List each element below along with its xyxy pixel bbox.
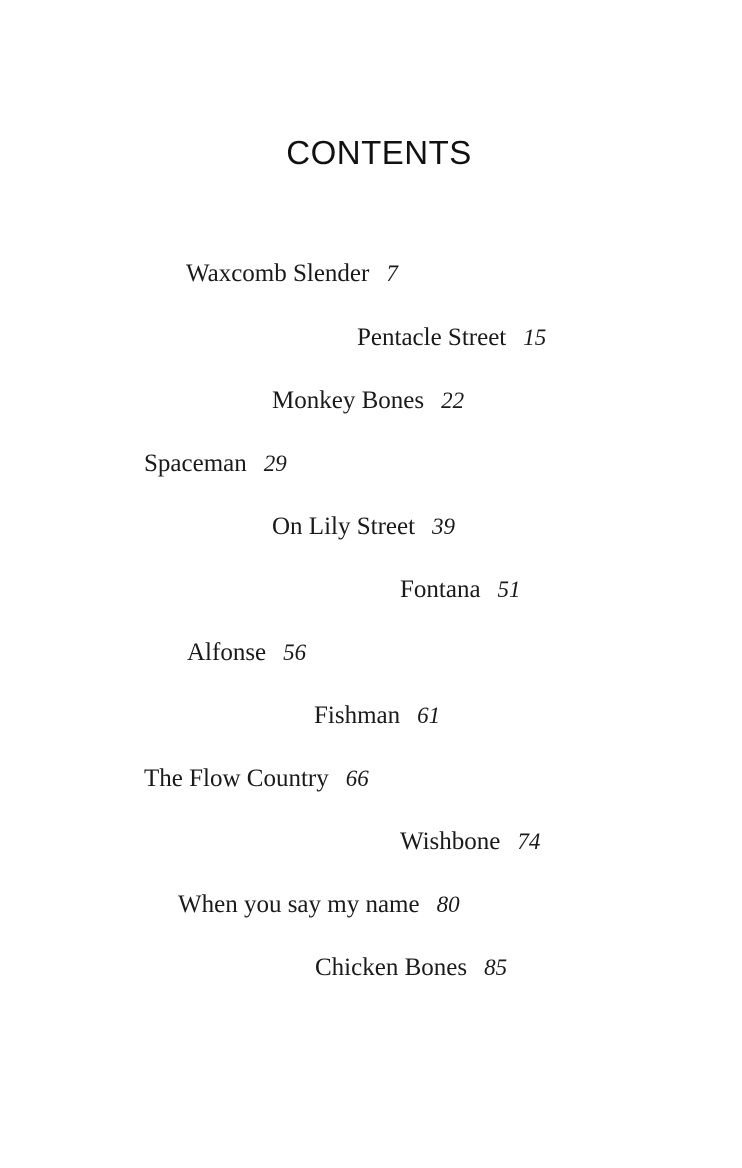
toc-entry-page-number: 61 bbox=[417, 703, 441, 728]
toc-entry-page-number: 66 bbox=[345, 766, 369, 791]
toc-entry-page-number: 85 bbox=[484, 955, 508, 980]
toc-entry bbox=[144, 763, 369, 795]
toc-entry bbox=[357, 322, 546, 354]
toc-entry-title: On Lily Street bbox=[272, 513, 416, 540]
toc-entry-title: Waxcomb Slender bbox=[186, 260, 370, 287]
toc-entry-page-number: 22 bbox=[441, 388, 465, 413]
toc-entry bbox=[315, 952, 507, 984]
toc-entry-page-number: 51 bbox=[497, 577, 521, 602]
toc-entry-title: Fishman bbox=[314, 702, 401, 729]
toc-entry bbox=[400, 826, 540, 858]
toc-entry-title: Chicken Bones bbox=[315, 954, 468, 981]
toc-entry-title: The Flow Country bbox=[144, 765, 329, 792]
toc-entry bbox=[314, 700, 440, 732]
toc-entry-title: Monkey Bones bbox=[272, 387, 425, 414]
toc-entry-title: Pentacle Street bbox=[357, 324, 507, 351]
toc-entry-title: Fontana bbox=[400, 576, 481, 603]
toc-entry-page-number: 15 bbox=[523, 325, 547, 350]
toc-entry bbox=[272, 385, 464, 417]
toc-entry-page-number: 74 bbox=[517, 829, 541, 854]
toc-entry-page-number: 39 bbox=[432, 514, 456, 539]
toc-entry bbox=[144, 448, 287, 480]
toc-entry-page-number: 80 bbox=[436, 892, 460, 917]
toc-entry bbox=[186, 258, 398, 290]
toc-entry bbox=[178, 889, 460, 921]
toc-entry-page-number: 7 bbox=[386, 261, 398, 286]
toc-entry-title: Alfonse bbox=[187, 639, 267, 666]
toc-entry-title: Wishbone bbox=[400, 828, 501, 855]
toc-entry bbox=[400, 574, 521, 606]
toc-entry-title: Spaceman bbox=[144, 450, 247, 477]
toc-entry-page-number: 29 bbox=[263, 451, 287, 476]
toc-entry-page-number: 56 bbox=[283, 640, 307, 665]
page-title: CONTENTS bbox=[286, 134, 472, 171]
toc-entry-title: When you say my name bbox=[178, 891, 420, 918]
toc-entry bbox=[187, 637, 306, 669]
toc-entry bbox=[272, 511, 455, 543]
